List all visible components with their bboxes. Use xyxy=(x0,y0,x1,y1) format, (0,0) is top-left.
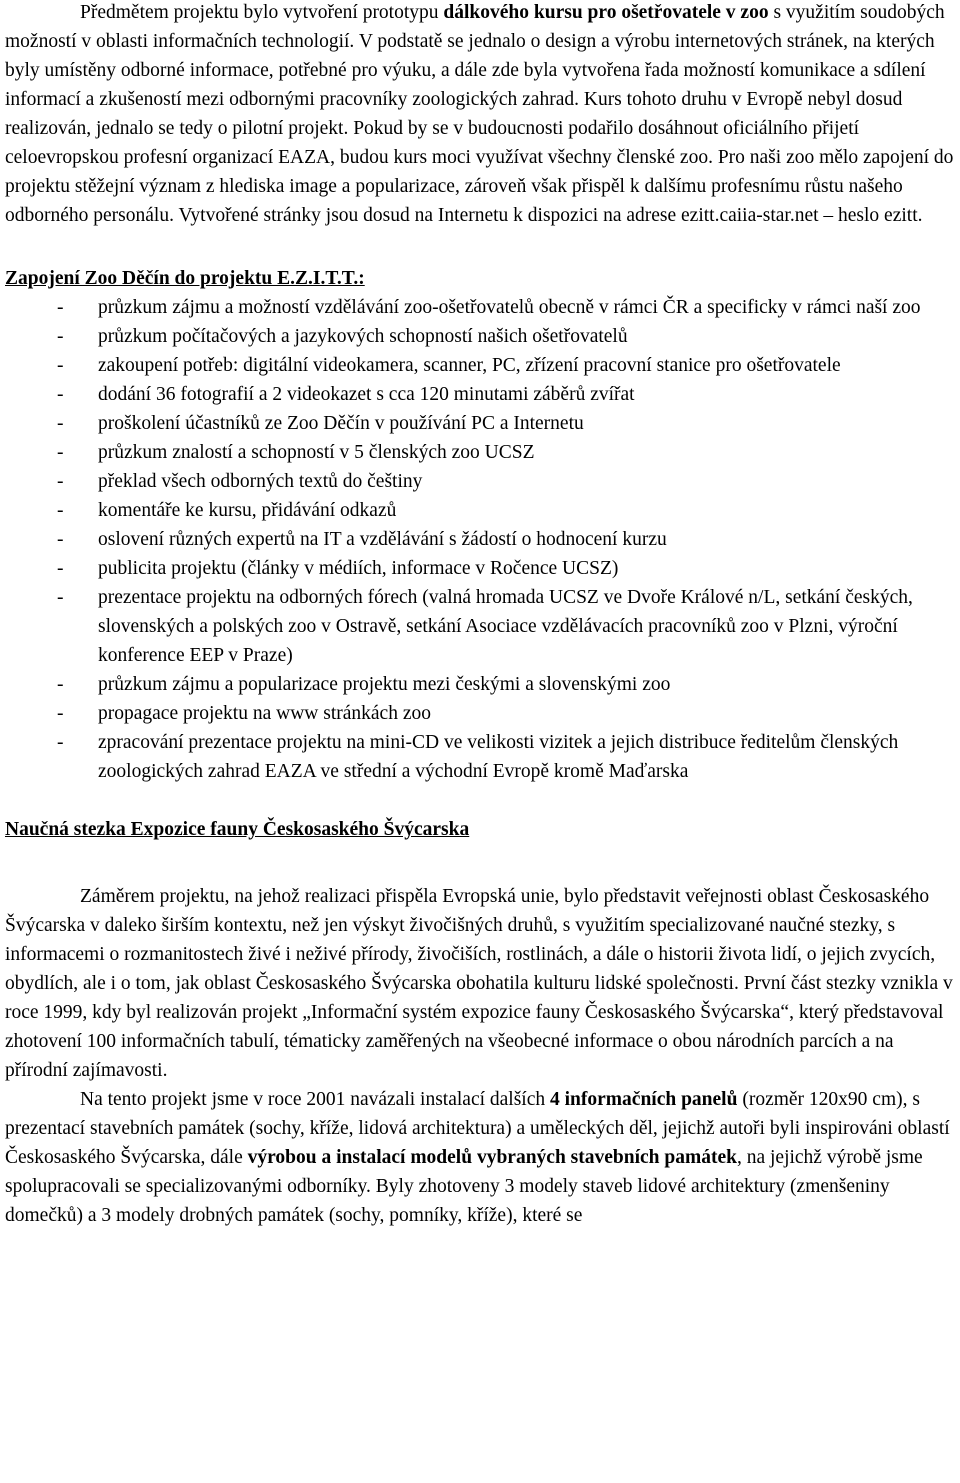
intro-paragraph xyxy=(5,0,955,230)
dash-bullet: - xyxy=(57,703,64,724)
zoo-activity-list xyxy=(5,293,955,786)
zoo-section-heading: Zapojení Zoo Děčín do projektu E.Z.I.T.T.: xyxy=(5,268,365,289)
dash-bullet: - xyxy=(57,674,64,695)
list-item-text: komentáře ke kursu, přidávání odkazů xyxy=(98,500,397,521)
dash-bullet: - xyxy=(57,413,64,434)
list-item xyxy=(5,496,955,525)
trail-p2-text-2: (rozměr 120x90 cm), s prezentací stavebních památek (sochy, kříže, lidová architektura) a uměleckých děl, jejichž autoři byli inspirováni oblastí Českosaského Švýcarska, dále xyxy=(5,1089,950,1168)
list-item-text: prezentace projektu na odborných fórech (valná hromada UCSZ ve Dvoře Králové n/L, setkání českých, slovenských a polských zoo v Ostravě, setkání Asociace vzdělávacích pracovníků zoo v Plzni, výroční konference EEP v Praze) xyxy=(98,587,913,666)
dash-bullet: - xyxy=(57,587,64,608)
list-item xyxy=(5,351,955,380)
list-item-text: zpracování prezentace projektu na mini-CD ve velikosti vizitek a jejich distribuce ředitelům členských zoologických zahrad EAZA ve střední a východní Evropě kromě Maďarska xyxy=(98,732,899,782)
dash-bullet: - xyxy=(57,355,64,376)
trail-p2-text-3: , na jejichž výrobě jsme spolupracovali se specializovanými odborníky. Byly zhotoveny 3 modely staveb lidové architektury (zmenšeniny domečků) a 3 modely drobných památek (sochy, pomníky, kříže), které se xyxy=(5,1147,923,1226)
trail-section-heading: Naučná stezka Expozice fauny Českosaského Švýcarska xyxy=(5,819,470,840)
list-item xyxy=(5,467,955,496)
dash-bullet: - xyxy=(57,326,64,347)
list-item-text: průzkum znalostí a schopností v 5 členských zoo UCSZ xyxy=(98,442,535,463)
intro-text-1: Předmětem projektu bylo vytvoření prototypu xyxy=(80,2,444,23)
dash-bullet: - xyxy=(57,471,64,492)
trail-p2-bold-models: výrobou a instalací modelů vybraných stavebních památek xyxy=(247,1147,737,1168)
list-item-text: průzkum zájmu a možností vzdělávání zoo-ošetřovatelů obecně v rámci ČR a specificky v rámci naší zoo xyxy=(98,297,921,318)
list-item-text: průzkum zájmu a popularizace projektu mezi českými a slovenskými zoo xyxy=(98,674,671,695)
dash-bullet: - xyxy=(57,297,64,318)
list-item xyxy=(5,293,955,322)
list-item-text: překlad všech odborných textů do češtiny xyxy=(98,471,423,492)
list-item-text: dodání 36 fotografií a 2 videokazet s cca 120 minutami záběrů zvířat xyxy=(98,384,635,405)
list-item xyxy=(5,670,955,699)
list-item-text: propagace projektu na www stránkách zoo xyxy=(98,703,431,724)
trail-paragraph-1: Záměrem projektu, na jehož realizaci přispěla Evropská unie, bylo představit veřejnosti oblast Českosaského Švýcarska v daleko širším kontextu, než jen výskyt živočišných druhů, s využitím specializované naučné stezky, s informacemi o rozmanitostech živé i neživé přírody, živočiších, rostlinách, a dále o historii života lidí, o jejich zvycích, obydlích, ale i o tom, jak oblast Českosaského Švýcarska obohatila kulturu lidské společnosti. První část stezky vznikla v roce 1999, kdy byl realizován projekt „Informační systém expozice fauny Českosaského Švýcarska“, který představoval zhotovení 100 informačních tabulí, tématicky zaměřených na všeobecné informace o obou národních parcích a na přírodní zajímavosti. xyxy=(5,886,953,1081)
list-item xyxy=(5,583,955,670)
list-item-text: publicita projektu (články v médiích, informace v Ročence UCSZ) xyxy=(98,558,619,579)
dash-bullet: - xyxy=(57,732,64,753)
list-item-text: průzkum počítačových a jazykových schopností našich ošetřovatelů xyxy=(98,326,628,347)
list-item xyxy=(5,525,955,554)
list-item xyxy=(5,699,955,728)
trail-p2-text-1: Na tento projekt jsme v roce 2001 navázali instalací dalších xyxy=(80,1089,551,1110)
list-item xyxy=(5,409,955,438)
list-item xyxy=(5,728,955,786)
dash-bullet: - xyxy=(57,500,64,521)
list-item xyxy=(5,554,955,583)
intro-text-2: s využitím soudobých možností v oblasti informačních technologií. V podstatě se jednalo o design a výrobu internetových stránek, na kterých byly umístěny odborné informace, potřebné pro výuku, a dále zde byla vytvořena řada možností komunikace a sdílení informací a zkušeností mezi odbornými pracovníky zoologických zahrad. Kurs tohoto druhu v Evropě nebyl dosud realizován, jednalo se tedy o pilotní projekt. Pokud by se v budoucnosti podařilo dosáhnout oficiálního přijetí celoevropskou profesní organizací EAZA, budou kurs moci využívat všechny členské zoo. Pro naši zoo mělo zapojení do projektu stěžejní význam z hlediska image a popularizace, zároveň však přispěl k dalšímu profesnímu růstu našeho odborného personálu. Vytvořené stránky jsou dosud na Internetu k dispozici na adrese ezitt.caiia-star.net – heslo ezitt. xyxy=(5,2,954,226)
list-item-text: proškolení účastníků ze Zoo Děčín v používání PC a Internetu xyxy=(98,413,584,434)
dash-bullet: - xyxy=(57,442,64,463)
list-item xyxy=(5,322,955,351)
list-item xyxy=(5,380,955,409)
dash-bullet: - xyxy=(57,558,64,579)
trail-p2-bold-panels: 4 informačních panelů xyxy=(550,1089,738,1110)
dash-bullet: - xyxy=(57,384,64,405)
list-item-text: oslovení různých expertů na IT a vzdělávání s žádostí o hodnocení kurzu xyxy=(98,529,667,550)
list-item-text: zakoupení potřeb: digitální videokamera, scanner, PC, zřízení pracovní stanice pro ošetřovatele xyxy=(98,355,841,376)
trail-paragraph-2 xyxy=(5,1085,955,1230)
intro-bold-course: dálkového kursu pro ošetřovatele v zoo xyxy=(443,2,769,23)
list-item xyxy=(5,438,955,467)
dash-bullet: - xyxy=(57,529,64,550)
